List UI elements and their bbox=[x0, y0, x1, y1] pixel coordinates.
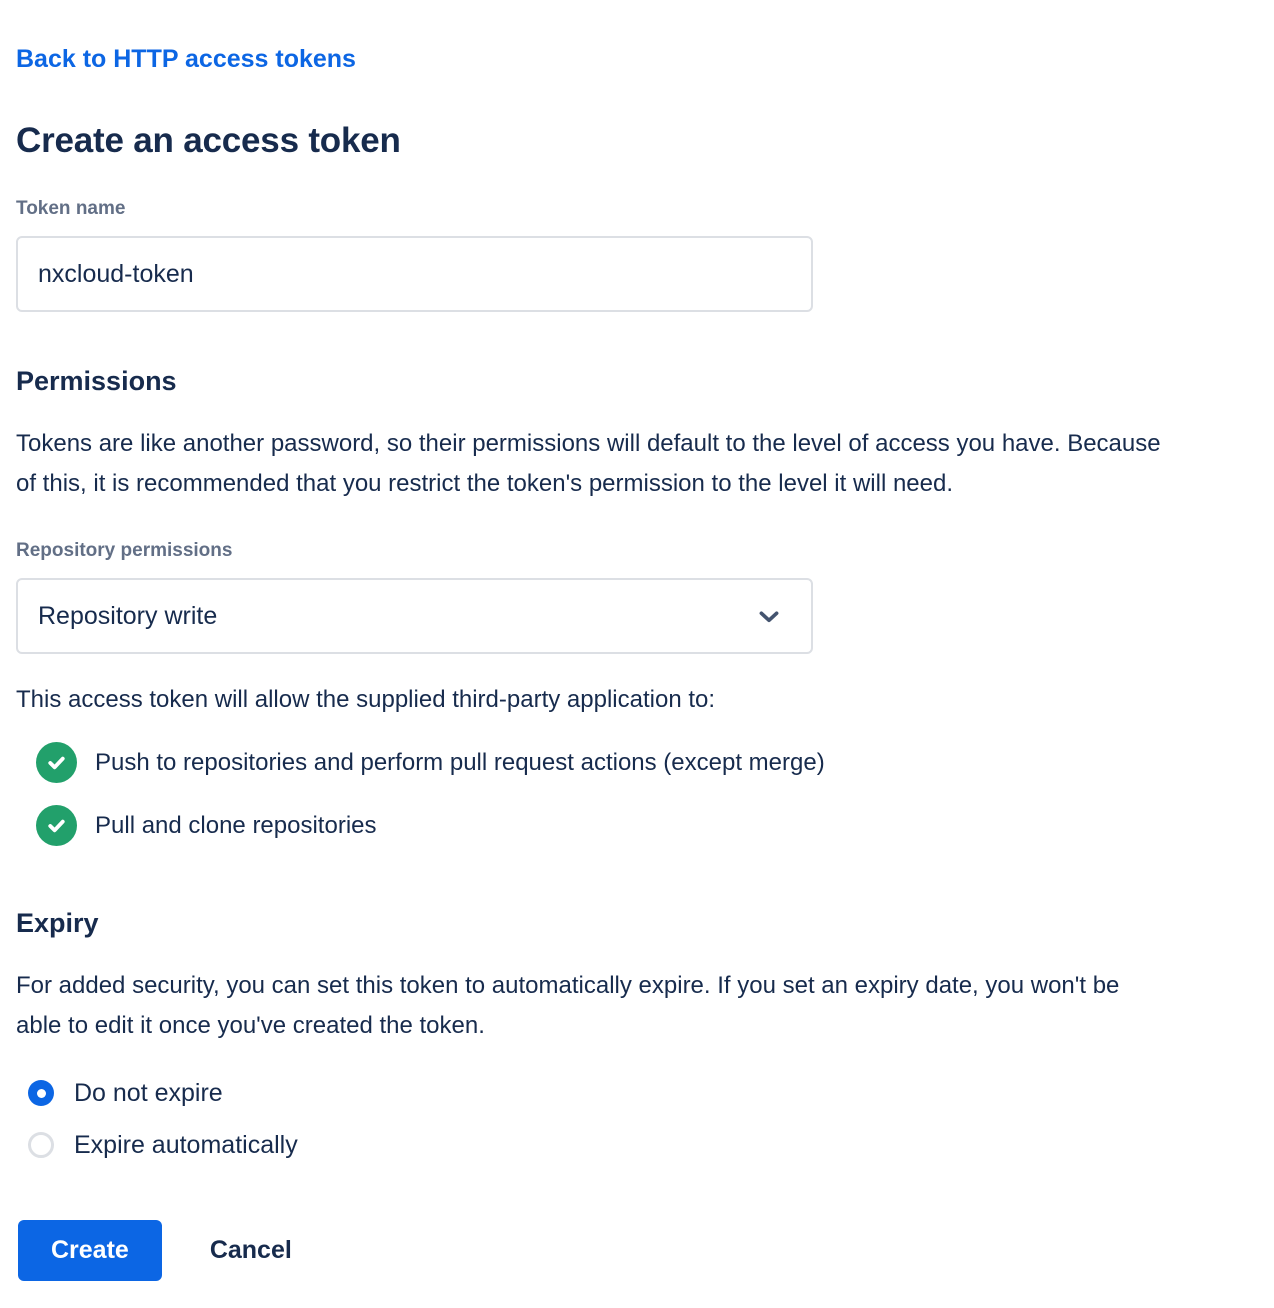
radio-selected-icon[interactable] bbox=[28, 1080, 54, 1106]
capability-item bbox=[16, 805, 1258, 846]
token-name-label: Token name bbox=[16, 198, 126, 219]
repository-permissions-label: Repository permissions bbox=[16, 540, 233, 561]
radio-dot bbox=[37, 1089, 46, 1098]
check-icon bbox=[36, 805, 77, 846]
permissions-heading: Permissions bbox=[16, 366, 177, 396]
expiry-radio-group bbox=[16, 1078, 1258, 1160]
do-not-expire-label: Do not expire bbox=[74, 1079, 223, 1107]
expire-automatically-label: Expire automatically bbox=[74, 1131, 298, 1159]
radio-unselected-icon[interactable] bbox=[28, 1132, 54, 1158]
expiry-description: For added security, you can set this token to automatically expire. If you set an expiry date, you won't be able to edit it once you've created the token. bbox=[16, 972, 1120, 1039]
expire-automatically-option[interactable] bbox=[16, 1130, 1258, 1160]
capability-text: Pull and clone repositories bbox=[95, 811, 377, 839]
cancel-button[interactable]: Cancel bbox=[202, 1220, 300, 1281]
capability-list bbox=[16, 742, 1258, 846]
back-to-http-access-tokens-link[interactable]: Back to HTTP access tokens bbox=[16, 45, 356, 73]
check-icon bbox=[36, 742, 77, 783]
repository-permissions-selected-value: Repository write bbox=[38, 601, 218, 630]
expiry-heading: Expiry bbox=[16, 908, 99, 938]
repository-permissions-select[interactable] bbox=[16, 578, 813, 654]
form-actions bbox=[16, 1220, 1258, 1281]
permissions-description: Tokens are like another password, so their permissions will default to the level of access you have. Because of this, it is recommended that you restrict the token's permission to the level it will need. bbox=[16, 430, 1161, 497]
page-title: Create an access token bbox=[16, 121, 401, 160]
capability-item bbox=[16, 742, 1258, 783]
do-not-expire-option[interactable] bbox=[16, 1078, 1258, 1108]
capability-text: Push to repositories and perform pull request actions (except merge) bbox=[95, 748, 825, 776]
chevron-down-icon bbox=[755, 602, 783, 630]
allow-intro-text: This access token will allow the supplied third-party application to: bbox=[16, 686, 716, 713]
token-name-input[interactable] bbox=[16, 236, 813, 312]
create-button[interactable]: Create bbox=[18, 1220, 162, 1281]
